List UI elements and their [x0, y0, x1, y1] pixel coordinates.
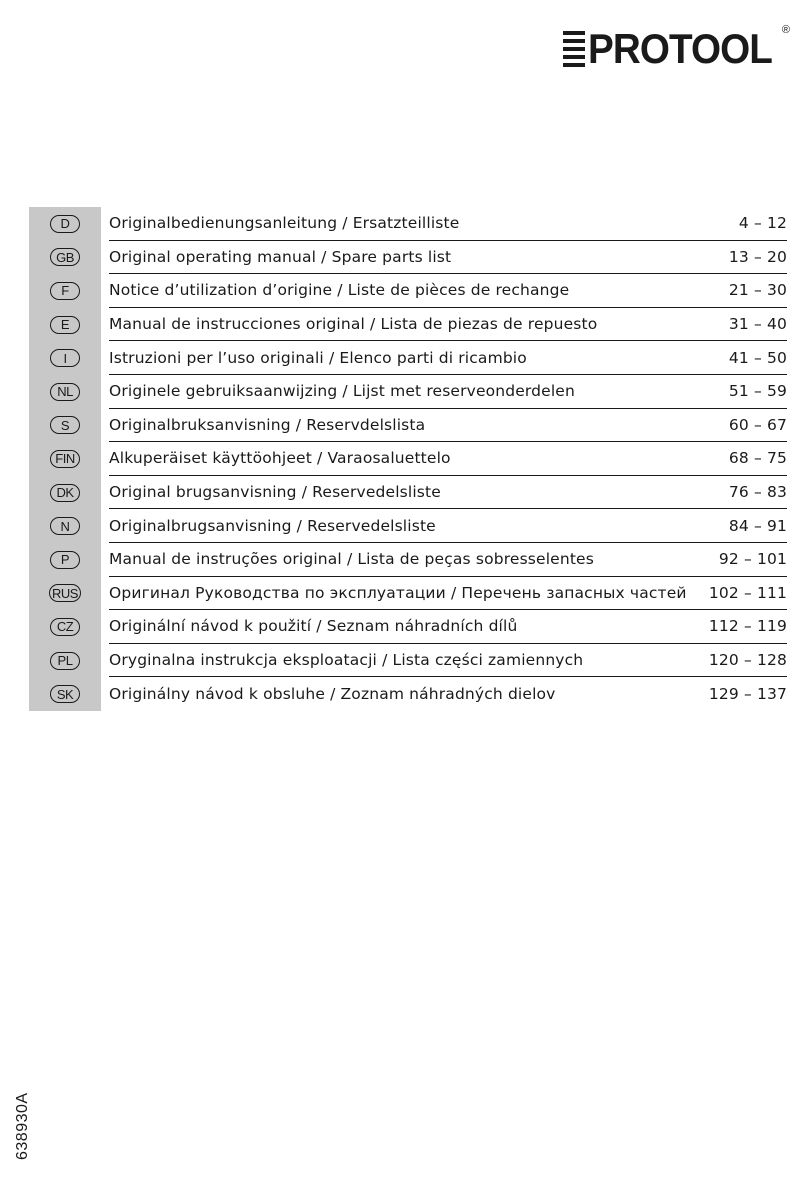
language-code-badge: SK	[50, 685, 80, 703]
manual-title: Manual de instruções original / Lista de peças sobresselentes	[109, 550, 594, 569]
toc-entry	[109, 509, 787, 543]
toc-row	[29, 409, 787, 443]
toc-row	[29, 610, 787, 644]
page-range: 76 – 83	[728, 483, 787, 502]
language-code-badge: NL	[50, 383, 80, 401]
toc-entry	[109, 677, 787, 711]
language-code-badge: D	[50, 215, 80, 233]
toc-entry	[109, 241, 787, 275]
toc-row	[29, 308, 787, 342]
language-code-badge: RUS	[49, 584, 81, 602]
page-range: 120 – 128	[708, 651, 787, 670]
manual-title: Oryginalna instrukcja eksploatacji / Lista części zamiennych	[109, 651, 584, 670]
language-code-badge: N	[50, 517, 80, 535]
language-code-cell	[29, 409, 101, 443]
page-range: 92 – 101	[718, 550, 787, 569]
page-range: 129 – 137	[708, 685, 787, 704]
page-range: 41 – 50	[728, 348, 787, 367]
toc-entry	[109, 341, 787, 375]
page-range: 4 – 12	[738, 214, 787, 233]
language-code-badge: E	[50, 316, 80, 334]
toc-entry	[109, 308, 787, 342]
language-code-cell	[29, 644, 101, 678]
language-code-cell	[29, 241, 101, 275]
manual-title: Originalbruksanvisning / Reservdelslista	[109, 415, 426, 434]
toc-entry	[109, 577, 787, 611]
language-code-badge: PL	[50, 652, 80, 670]
toc-entry	[109, 644, 787, 678]
language-code-badge: GB	[50, 248, 80, 266]
toc-row	[29, 375, 787, 409]
toc-entry	[109, 543, 787, 577]
document-number: 638930A	[14, 1092, 31, 1160]
language-code-cell	[29, 207, 101, 241]
manual-title: Originalbrugsanvisning / Reservedelsliste	[109, 516, 436, 535]
manual-title: Original brugsanvisning / Reservedelsliste	[109, 483, 441, 502]
toc-entry	[109, 409, 787, 443]
manual-title: Istruzioni per l’uso originali / Elenco parti di ricambio	[109, 348, 527, 367]
language-code-cell	[29, 610, 101, 644]
manual-title: Notice d’utilization d’origine / Liste de pièces de rechange	[109, 281, 570, 300]
toc-entry	[109, 207, 787, 241]
toc-row	[29, 241, 787, 275]
language-code-cell	[29, 509, 101, 543]
language-code-cell	[29, 442, 101, 476]
manual-title: Originálny návod k obsluhe / Zoznam náhradných dielov	[109, 685, 556, 704]
toc-row	[29, 543, 787, 577]
toc-entry	[109, 442, 787, 476]
language-code-badge: DK	[50, 484, 80, 502]
toc-row	[29, 509, 787, 543]
language-code-badge: S	[50, 416, 80, 434]
page-range: 51 – 59	[728, 382, 787, 401]
toc-entry	[109, 610, 787, 644]
toc-entry	[109, 274, 787, 308]
language-code-cell	[29, 308, 101, 342]
toc-row	[29, 577, 787, 611]
toc-row	[29, 644, 787, 678]
toc-row	[29, 677, 787, 711]
language-code-badge: P	[50, 551, 80, 569]
toc-row	[29, 442, 787, 476]
page-range: 84 – 91	[728, 516, 787, 535]
toc-row	[29, 274, 787, 308]
brand-logo	[563, 24, 790, 72]
page-range: 60 – 67	[728, 415, 787, 434]
language-code-badge: CZ	[50, 618, 80, 636]
language-code-cell	[29, 543, 101, 577]
page-range: 13 – 20	[728, 247, 787, 266]
manual-title: Originální návod k použití / Seznam náhradních dílů	[109, 617, 518, 636]
manual-title: Alkuperäiset käyttöohjeet / Varaosaluettelo	[109, 449, 451, 468]
page-range: 68 – 75	[728, 449, 787, 468]
brand-name: PROTOOL	[588, 25, 773, 72]
language-code-cell	[29, 274, 101, 308]
language-code-badge: F	[50, 282, 80, 300]
manual-title: Originele gebruiksaanwijzing / Lijst met reserveonderdelen	[109, 382, 575, 401]
page-range: 112 – 119	[708, 617, 787, 636]
page-range: 102 – 111	[708, 583, 787, 602]
language-table-of-contents	[29, 207, 787, 711]
page-range: 31 – 40	[728, 315, 787, 334]
language-code-cell	[29, 677, 101, 711]
manual-title: Originalbedienungsanleitung / Ersatzteilliste	[109, 214, 460, 233]
language-code-cell	[29, 375, 101, 409]
toc-row	[29, 341, 787, 375]
language-code-badge: FIN	[50, 450, 80, 468]
logo-stripes-icon	[563, 31, 585, 67]
language-code-cell	[29, 341, 101, 375]
registered-mark: ®	[781, 24, 790, 36]
toc-row	[29, 476, 787, 510]
language-code-cell	[29, 476, 101, 510]
manual-title: Оригинал Руководства по эксплуатации / Перечень запасных частей	[109, 583, 687, 602]
toc-entry	[109, 375, 787, 409]
manual-title: Original operating manual / Spare parts list	[109, 247, 452, 266]
page-range: 21 – 30	[728, 281, 787, 300]
toc-row	[29, 207, 787, 241]
language-code-cell	[29, 577, 101, 611]
language-code-badge: I	[50, 349, 80, 367]
manual-title: Manual de instrucciones original / Lista de piezas de repuesto	[109, 315, 598, 334]
toc-entry	[109, 476, 787, 510]
